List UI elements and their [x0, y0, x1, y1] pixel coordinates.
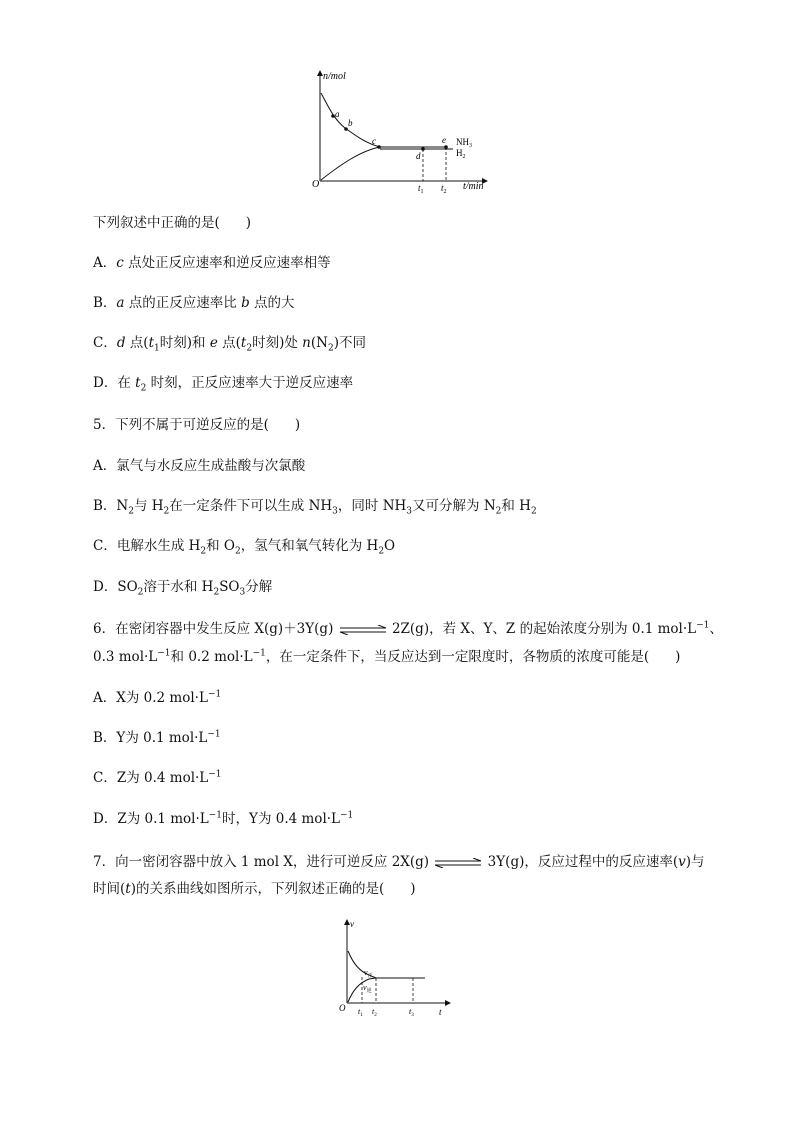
- v-forward-label: $v_正$: [364, 968, 373, 979]
- x-axis-label: t/min: [463, 181, 484, 192]
- t2-label: $t_2$: [441, 183, 447, 195]
- q6-stem-line2: 0.3 $mol\cdot L^{-1}$和 0.2 $mol\cdot L^{-1}$，在一定条件下，当反应达到一定限度时，各物质的浓度可能是( ): [93, 648, 681, 665]
- q5-option-d: D．$SO_2$溶于水和 $H_2SO_3$分解: [93, 579, 273, 598]
- q7-stem-line2: 时间(t)的关系曲线如图所示，下列叙述正确的是( ): [93, 881, 416, 897]
- q6-option-c: C．Z为 0.4 $mol\cdot L^{-1}$: [93, 769, 222, 786]
- q4-option-b: B．a 点的正反应速率比 b 点的大: [93, 295, 295, 311]
- x-axis-label: t: [439, 1007, 442, 1017]
- label-c: c: [372, 136, 376, 146]
- figure-2-chart: [335, 915, 455, 1020]
- point-e: [444, 145, 448, 149]
- y-axis-label: v: [350, 919, 354, 929]
- label-e: e: [442, 135, 446, 145]
- nh3-curve: [321, 93, 445, 147]
- q4-option-d: D．在 $t_2$ 时刻，正反应速率大于逆反应速率: [93, 375, 354, 394]
- point-d: [421, 147, 425, 151]
- origin-label: O: [312, 179, 320, 190]
- q5-option-c: C．电解水生成 $H_2$和 $O_2$，氢气和氧气转化为 $H_2O$: [93, 538, 396, 557]
- q6-option-b: B．Y为 0.1 $mol\cdot L^{-1}$: [93, 729, 221, 746]
- v-forward-curve: [348, 951, 425, 978]
- t2-label: $t_2$: [372, 1007, 377, 1018]
- t3-label: $t_3$: [409, 1007, 414, 1018]
- q5-option-a: A．氯气与水反应生成盐酸与次氯酸: [93, 458, 306, 474]
- q6-stem-line1: 6．在密闭容器中发生反应 X(g)＋3Y(g) 2Z(g)，若 X、Y、Z 的起始浓度分别为 0.1 $mol\cdot L^{-1}$、: [93, 620, 723, 637]
- q4-stem: 下列叙述中正确的是( ): [93, 215, 252, 231]
- equilibrium-arrow-icon: [338, 625, 388, 635]
- q5-option-b: B．$N_2$与 $H_2$在一定条件下可以生成 $NH_3$，同时 $NH_3$又可分解为 $N_2$和 $H_2$: [93, 498, 537, 517]
- q4-option-a: A．c 点处正反应速率和逆反应速率相等: [93, 255, 331, 271]
- q5-stem: 5．下列不属于可逆反应的是( ): [93, 417, 301, 433]
- v-reverse-label: $v_逆$: [363, 983, 372, 994]
- h2-curve: [321, 147, 445, 180]
- label-a: a: [335, 109, 340, 119]
- q7-stem-line1: 7．向一密闭容器中放入 1 mol X，进行可逆反应 2X(g) 3Y(g)，反应过程中的反应速率(v)与: [93, 854, 705, 870]
- t1-label: $t_1$: [358, 1007, 363, 1018]
- nh3-label: $NH_3$: [456, 137, 472, 149]
- point-c: [377, 145, 381, 149]
- q6-option-a: A．X为 0.2 $mol\cdot L^{-1}$: [93, 689, 222, 706]
- y-axis-label: n/mol: [323, 71, 346, 82]
- h2-label: $H_2$: [456, 148, 466, 160]
- label-b: b: [348, 118, 353, 128]
- figure-1-chart: [305, 65, 505, 195]
- q4-option-c: C．d 点($t_1$时刻)和 e 点($t_2$时刻)处 $n(N_2)$不同: [93, 335, 366, 354]
- label-d: d: [416, 151, 421, 161]
- q6-option-d: D．Z为 0.1 $mol\cdot L^{-1}$时，Y为 0.4 $mol\cdot L^{-1}$: [93, 810, 354, 827]
- equilibrium-arrow-icon: [433, 858, 483, 868]
- t1-label: $t_1$: [418, 183, 424, 195]
- origin-label: O: [339, 1003, 346, 1013]
